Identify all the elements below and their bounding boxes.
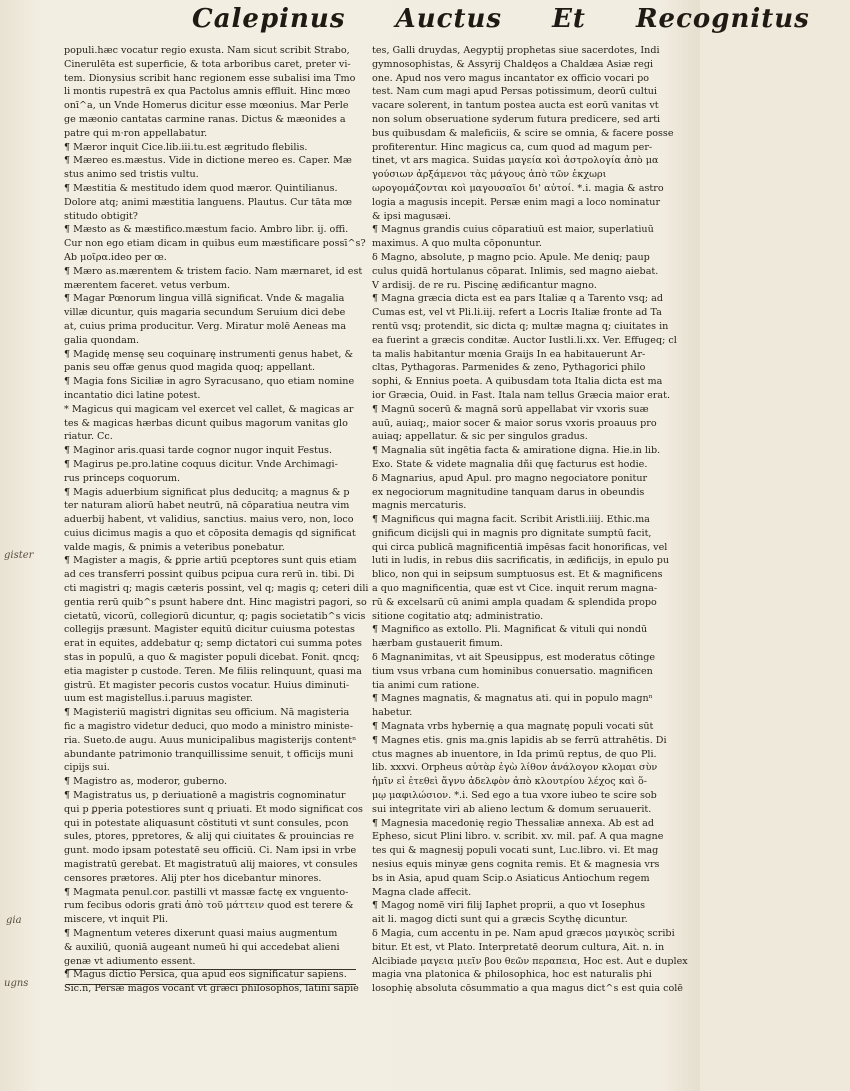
text-line: ¶ Mæsto as & mæstifico.mæstum facio. Ambro libr. ij. offi. [64,224,349,236]
margin-note: ugns [4,978,29,989]
text-line: onī^a, un Vnde Homerus dicitur esse mœonius. Mar Perle [64,100,349,112]
text-line: villæ dicuntur, quis magaria secundum Seruium dici debe [64,307,346,319]
text-line: qui p ꝑperia potestiores sunt q priuati. Et modo significat cos [64,803,363,815]
text-line: uum est magistellus.i.paruus magister. [64,693,253,705]
text-line: stitudo obtigit? [64,210,138,222]
text-line: vacare solerent, in tantum postea aucta est eorū vanitas vt [372,100,659,112]
text-line: ex negociorum magnitudine tanquam darus in obeundis [372,486,645,498]
text-line: bitur. Et est, vt Plato. Interpretatē deorum cultura, Ait. n. in [372,941,665,953]
text-line: tes & magicas hærbas dicunt quibus magorum vanitas glo [64,417,348,429]
text-line: ¶ Magnes magnatis, & magnatus ati. qui in populo magnⁿ [372,693,653,705]
text-line: cltas, Pythagoras. Parmenides & zeno, Pythagorici philo [372,362,646,374]
text-line: cietatū, vicorū, collegiorū dicuntur, q; pagis societatib^s vicis [64,610,366,622]
text-line: auiaq; appellatur. & sic per singulos gradus. [372,431,588,443]
text-line: ter naturam aliorū habet neutrū, nā cōparatiua neutra vim [64,500,350,512]
text-line: Cumas est, vel vt Pli.li.iij. refert a Locris Italiæ fronte ad Ta [372,307,662,319]
text-line: sophi, & Ennius poeta. A quibusdam tota Italia dicta est ma [372,376,663,388]
text-line: profiterentur. Hinc magicus ca, cum quod ad magum per- [372,141,653,153]
text-line: at, cuius prima producitur. Verg. Miratur molē Aeneas ma [64,320,347,332]
text-line: δ Magnanimitas, vt ait Speusippus, est moderatus cōtinge [372,652,656,664]
text-line: valde magis, & pnimis a veteribus ponebatur. [64,541,285,553]
text-line: populi.hæc vocatur regio exusta. Nam sicut scribit Strabo, [64,45,350,56]
text-line: ¶ Magisteriū magistri dignitas seu officium. Nā magisteria [64,707,350,719]
text-line: test. Nam cum magi apud Persas potissimum, deorū cultui [372,86,657,98]
text-line: logia a magusis incepit. Persæ enim magi a loco nominatur [372,196,661,208]
text-line: a quo magnificentia, quæ est vt Cice. inquit rerum magna- [372,583,658,595]
text-line: ¶ Magnus grandis cuius cōparatiuū est maior, superlatiuū [372,224,654,236]
margin-note: gia [6,915,22,926]
text-line: δ Magia, cum accentu in pe. Nam apud græcos μαγικὸς scribi [372,928,675,939]
text-line: gymnosophistas, & Assyrij Chaldęos a Chaldæa Asiæ regi [372,58,654,70]
text-line: * Magicus qui magicam vel exercet vel callet, & magicas ar [64,403,354,415]
text-line: cipijs sui. [64,762,110,774]
text-line: ¶ Magnū socerū & magnā sorū appellabat vir vxoris suæ [372,403,649,415]
text-line: tes, Galli druydas, Aegyptij prophetas siue sacerdotes, Indi [372,45,660,56]
text-line: Magna clade affecit. [372,886,472,898]
text-line: ad ces transferri possint quibus pcipua cura rerū in. tibi. Di [64,569,355,581]
text-line: ¶ Mæreo es.mæstus. Vide in dictione mereo es. Caper. Mæ [64,155,352,167]
text-line: Epheso, sicut Plini libro. v. scribit. xv. mil. paf. A qua magne [372,831,664,843]
text-line: ¶ Mæro as.mærentem & tristem facio. Nam mærnaret, id est [64,265,363,277]
text-line: ¶ Magnata vrbs hybernię a qua magnatę populi vocati sūt [372,721,654,733]
left-column [64,44,369,1084]
text-line: incantatio dici latine potest. [64,389,201,401]
text-line: ἡμῖν εἰ ἐτεθεὶ ἄγνυ ἀδελφὸν ἀπὸ κλουτρίου λέχος καὶ ὅ- [372,776,648,788]
right-column [372,44,688,1084]
text-line: ge mæonio cantatas carmine ranas. Dictus & mæonides a [64,113,346,125]
text-line: tem. Dionysius scribit hanc regionem esse subalisi ima Tmo [64,72,356,84]
text-line: ¶ Magister a magis, & ꝑprie artiū pceptores sunt quis etiam [64,555,357,567]
running-head-word: Et [552,4,586,34]
text-line: sitione cogitatio atq; administratio. [372,610,544,622]
text-line: Alcibiade μαγεια μιεῖν βου θεῶν περαπεια, Hoc est. Aut e duplex [372,955,688,967]
text-line: tes qui & magnesij populi vocati sunt, Luc.libro. vi. Et mag [372,845,659,857]
text-line: lib. xxxvi. Orpheus αὐτὰρ ἐγὼ λίθον ἀνάλογον κλομαι σὺν [372,762,658,774]
text-line: Dolore atq; animi mæstitia languens. Plautus. Cur tāta mœ [64,196,353,208]
text-line: Sic.n, Persæ magos vocant vt græci philosophos, latini sapie [64,983,359,995]
text-line: nesius equis minyæ gens cognita remis. Et & magnesia vrs [372,859,660,871]
running-head-word: Recognitus [635,4,810,34]
text-line: ¶ Magna græcia dicta est ea pars Italiæ q a Tarento vsq; ad [372,293,663,305]
text-line: bs in Asia, apud quam Scip.o Asiaticus Antiochum regem [372,872,650,884]
text-line: ¶ Mæstitia & mestitudo idem quod mæror. Quintilianus. [64,182,338,194]
text-line: ¶ Magnentum veteres dixerunt quasi maius augmentum [64,928,338,939]
text-line: rū & excelsarū cū animi ampla quadam & splendida propo [372,596,657,608]
text-line: & ipsi magusæi. [372,210,452,222]
text-line: ¶ Magnalia sūt ingētia facta & amiratione digna. Hie.in lib. [372,445,661,457]
text-line: gistrū. Et magister pecoris custos vocatur. Huius diminuti- [64,679,350,691]
text-line: qui circa publicā magnificentiā impēsas facit honorificas, vel [372,541,668,553]
text-line: censores prætores. Alij pter hos dicebantur minores. [64,872,322,884]
text-line: abundante patrimonio tranquillissime senuit, t officijs muni [64,748,354,760]
text-line: miscere, vt inquit Pli. [64,914,169,926]
text-line: mærentem faceret. vetus verbum. [64,279,231,291]
text-line: culus quidā hortulanus cōparat. Inlimis, sed magno aiebat. [372,265,659,277]
text-line: ¶ Magistro as, moderor, guberno. [64,776,228,788]
text-line: rum fecibus odoris grati ἀπὸ τοῦ μάττειν quod est terere & [64,900,354,912]
text-line: V ardisij. de re ru. Piscinę ædificantur magno. [372,279,597,291]
text-line: gnificum dicijsli qui in magnis pro dignitate sumptū facit, [372,527,652,539]
text-line: ¶ Magidę mensę seu coquinarę instrumenti genus habet, & [64,348,354,360]
text-line: stus animo sed tristis vultu. [64,169,199,181]
text-line: habetur. [372,707,413,719]
text-line: qui in potestate aliquasunt cōstituti vt sunt consules, pcon [64,817,349,829]
text-line: losophię absoluta cōsummatio a qua magus dict^s est quia colē [372,983,683,995]
text-line: ¶ Magmata penul.cor. pastilli vt massæ factę ex vnguento- [64,886,349,898]
running-head [192,4,810,42]
text-line: rentū vsq; protendit, sic dicta q; multæ magna q; ciuitates in [372,320,669,332]
text-line: cti magistri q; magis cæteris possint, vel q; magis q; ceteri dili [64,583,369,595]
text-line: tia animi cum ratione. [372,679,480,691]
text-line: Ab μοῖρα.ideo per œ. [64,251,167,263]
text-line: patre qui m·ron appellabatur. [64,127,208,139]
text-line: ctus magnes ab inuentore, in Ida primū reptus, de quo Pli. [372,748,657,760]
text-line: collegijs præsunt. Magister equitū dicitur cuiusma potestas [64,624,355,636]
text-line: ¶ Magnifico as extollo. Pli. Magnificat & vituli qui nondū [372,624,648,636]
text-line: tium vsus vrbana cum hominibus conuersatio. magnificen [372,665,653,677]
text-line: gentia rerū quib^s psunt habere dnt. Hinc magistri pagori, so [64,596,367,608]
text-line: ¶ Magis aduerbium significat plus deducitq; a magnus & p [64,486,350,498]
text-line: non solum obseruatione syderum futura predicere, sed arti [372,113,661,125]
text-line: blico, non qui in seipsum sumptuosus est. Et & magnificens [372,569,663,581]
text-line: erat in equites, addebatur q; semp dictatori cui summa potes [64,638,362,650]
text-line: ¶ Magog nomē viri filij Iaphet proprii, a quo vt Iosephus [372,900,646,912]
text-line: hærbam gustauerit fimum. [372,638,503,650]
margin-note: gister [4,550,34,561]
text-line: magnis mercaturis. [372,500,467,512]
text-line: ¶ Magnes etis. gnis ma.gnis lapidis ab se ferrū attrahētis. Di [372,734,667,746]
text-line: li montis rupestrā ex qua Pactolus amnis effluit. Hinc mœo [64,86,351,98]
text-line: sui integritate viri ab alieno lectum & domum seruauerit. [372,803,652,815]
text-line: ¶ Magirus pe.pro.latine coquus dicitur. Vnde Archimagi- [64,458,338,470]
text-line: μῳ μαφιλώσιον. *.i. Sed ego a tua vxore iubeo te scire sob [372,790,657,802]
text-line: sules, ptores, ppretores, & alij qui ciuitates & prouincias re [64,831,354,843]
text-line: luti in ludis, in rebus diis sacrificatis, in ædificijs, in epulo pu [372,555,670,567]
text-line: auū, auiaq;, maior socer & maior sorus vxoris proauus pro [372,417,657,429]
text-line: Exo. State & videte magnalia dñi quę facturus est hodie. [372,458,648,470]
text-line: Cur non ego etiam dicam in quibus eum mæstificare possī^s? [64,238,366,250]
text-line: δ Magno, absolute, p magno pcio. Apule. Me deniq; paup [372,251,650,263]
text-line: one. Apud nos vero magus incantator ex officio vocari po [372,72,650,84]
text-line: ea fuerint a græcis conditæ. Auctor Iustli.li.xx. Ver. Effugeq; cl [372,334,677,346]
text-line: ¶ Magistratus us, p deriuationē a magistris cognominatur [64,790,346,802]
text-line: ait li. magog dicti sunt qui a græcis Scythę dicuntur. [372,914,628,926]
text-line: ¶ Magar Pœnorum lingua villā significat. Vnde & magalia [64,293,345,305]
text-line: magia vna platonica & philosophica, hoc est naturalis phi [372,969,652,981]
text-line: ¶ Magus dictio Persica, qua apud eos significatur sapiens. [64,969,347,981]
text-line: & auxiliū, quoniā augeant numeū hi qui accedebat alieni [64,941,340,953]
text-line: rus princeps coquorum. [64,472,181,484]
text-line: ¶ Maginor aris.quasi tarde cognor nugor inquit Festus. [64,445,333,457]
text-line: magistratū gerebat. Et magistratuū alij maiores, vt consules [64,859,358,871]
text-line: galia quondam. [64,334,140,346]
text-line: δ Magnarius, apud Apul. pro magno negociatore ponitur [372,472,648,484]
text-line: genæ vt adiumento essent. [64,955,196,967]
text-line: bus quibusdam & maleficiis, & scire se omnia, & facere posse [372,127,674,139]
text-line: Cinerulēta est superficie, & tota arboribus caret, preter vi- [64,58,351,70]
text-line: ¶ Magnesia macedonię regio Thessaliæ annexa. Ab est ad [372,817,655,829]
text-line: γούσιων ἀρξάμενοι τὰς μάγους ἀπὸ τῶν ἐκχωρι [372,169,607,181]
text-line: ¶ Magia fons Siciliæ in agro Syracusano, quo etiam nomine [64,376,355,388]
text-line: riatur. Cc. [64,431,113,443]
text-line: panis seu offæ genus quod magida quoq; appellant. [64,362,316,374]
text-line: stas in populū, a quo & magister populi dicebat. Fonit. qncq; [64,652,360,664]
running-head-word: Auctus [395,4,502,34]
text-line: fic a magistro videtur deduci, quo modo a ministro ministe- [64,721,353,733]
text-line: etia magister p custode. Teren. Me filiis relinquunt, quasi ma [64,665,362,677]
text-line: aduerbij habent, vt validius, sanctius. maius vero, non, loco [64,514,354,526]
running-head-word: Calepinus [192,4,346,34]
text-line: ior Græcia, Ouid. in Fast. Itala nam tellus Græcia maior erat. [372,389,670,401]
text-line: ta malis habitantur mœnia Graijs In ea habitauerunt Ar- [372,348,646,360]
text-line: maximus. A quo multa cōponuntur. [372,238,542,250]
text-line: ¶ Magnificus qui magna facit. Scribit Aristli.iiij. Ethic.ma [372,514,650,526]
text-line: gunt. modo ipsam potestatē seu officiū. Ci. Nam ipsi in vrbe [64,845,357,857]
text-line: ωρογομάζονται κοὶ μαγουσαῖοι δι' αὐτοί. *.i. magia & astro [372,182,664,194]
text-line: ria. Sueto.de augu. Auus municipalibus magisterijs contentⁿ [64,734,357,746]
text-line: tinet, vt ars magica. Suidas μαγεία κοὶ ἀστρολογία ἀπὸ μα [372,155,659,167]
text-line: ¶ Mæror inquit Cice.lib.iii.tu.est ægritudo flebilis. [64,141,308,153]
text-line: cuius dicimus magis a quo et cōposita demagis qd significat [64,527,356,539]
